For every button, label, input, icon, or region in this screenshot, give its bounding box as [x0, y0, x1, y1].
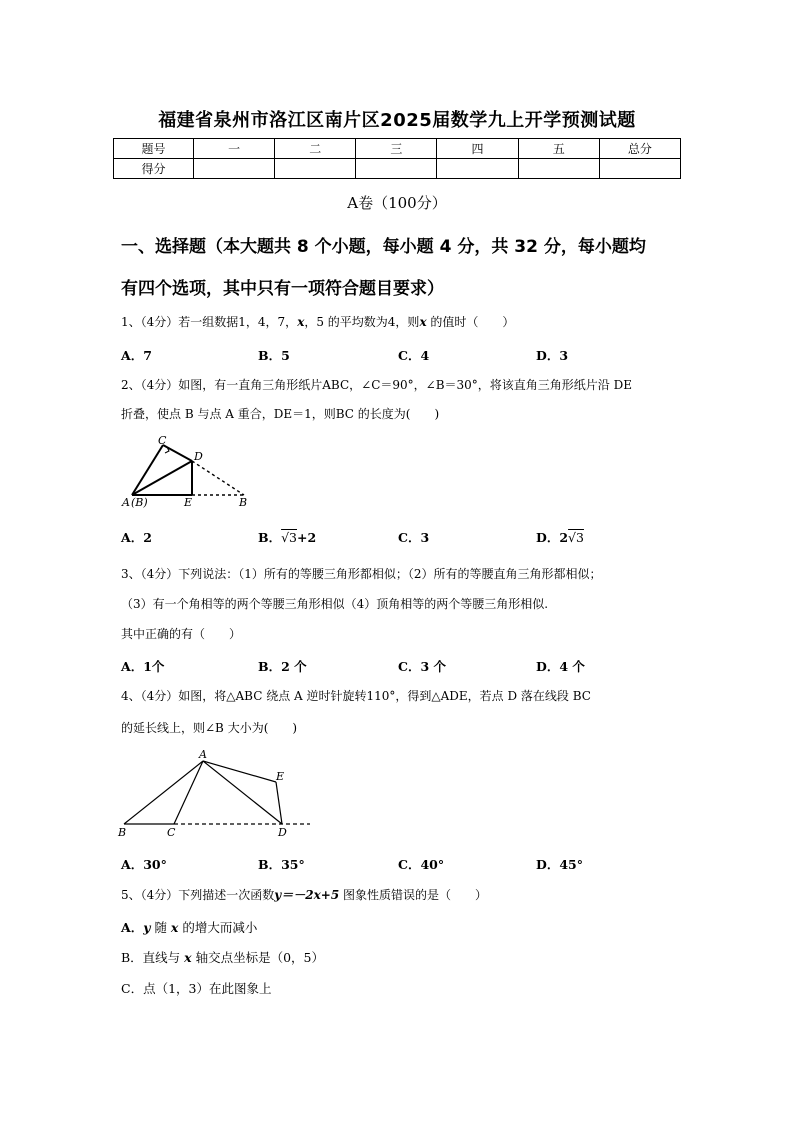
q5-text: 5、（4分）下列描述一次函数: [121, 888, 275, 902]
q4-label-d: D: [278, 826, 287, 839]
score-input-cell[interactable]: [275, 159, 356, 179]
score-cell: 总分: [599, 139, 680, 159]
section-heading-line2: 有四个选项，其中只有一项符合题目要求）: [121, 279, 444, 299]
q3-option-c[interactable]: C．3 个: [398, 659, 446, 674]
score-cell: 五: [518, 139, 599, 159]
q2-edge-db-dashed: [192, 461, 244, 495]
q4-edge-ae: [203, 761, 276, 782]
q3-option-b[interactable]: B．2 个: [258, 659, 307, 674]
q2-label-a: A: [122, 496, 130, 509]
q1-option-d[interactable]: D．3: [536, 348, 569, 363]
score-cell: 得分: [114, 159, 194, 179]
question-3-line1: 3、（4分）下列说法：（1）所有的等腰三角形都相似；（2）所有的等腰直角三角形都相似；: [121, 567, 602, 581]
section-heading-line1: 一、选择题（本大题共 8 个小题，每小题 4 分，共 32 分，每小题均: [121, 237, 646, 257]
q2-sqrt3: √3: [568, 530, 584, 545]
q2-label-e: E: [184, 496, 193, 509]
q1-var: x: [297, 315, 305, 329]
score-cell: 二: [275, 139, 356, 159]
question-2-line1: 2、（4分）如图，有一直角三角形纸片ABC，∠C＝90°，∠B＝30°，将该直角三角形纸片沿 DE: [121, 378, 633, 392]
q5-option-b[interactable]: [121, 948, 324, 966]
q1-option-c[interactable]: C．4: [398, 348, 430, 363]
q5-text: 的增大而减小: [178, 920, 258, 935]
q2-option-a[interactable]: A．2: [121, 530, 152, 545]
score-input-cell[interactable]: [437, 159, 518, 179]
q4-option-c[interactable]: C．40°: [398, 857, 445, 872]
q4-label-c: C: [167, 826, 176, 839]
q1-option-a[interactable]: A．7: [121, 348, 152, 363]
q1-text: 的值时（ ）: [426, 315, 515, 329]
q2-triangle-figure: [118, 434, 258, 514]
q1-var: x: [419, 315, 427, 329]
q4-label-b: B: [118, 826, 127, 839]
q3-option-d[interactable]: D．4 个: [536, 659, 585, 674]
q2-option-b[interactable]: [258, 528, 316, 546]
q2-sqrt3: √3: [281, 530, 297, 545]
q2-option-b-plus: +2: [297, 530, 317, 545]
section-a-title: A卷（100分）: [347, 194, 447, 212]
score-table: [113, 138, 681, 179]
q2-label-b: B: [239, 496, 248, 509]
score-input-cell[interactable]: [599, 159, 680, 179]
question-3-line2: （3）有一个角相等的两个等腰三角形相似（4）顶角相等的两个等腰三角形相似.: [121, 597, 549, 611]
q2-edge-ac: [132, 445, 163, 495]
q2-label-d: D: [194, 450, 203, 463]
q4-label-a: A: [199, 748, 207, 761]
q5-var: y: [143, 920, 151, 935]
question-1: [121, 314, 696, 330]
q2-label-b-paren: (B): [131, 496, 148, 509]
q4-option-d[interactable]: D．45°: [536, 857, 583, 872]
q2-option-d[interactable]: [536, 528, 584, 546]
q2-edge-ad: [132, 461, 192, 495]
q4-edge-ab: [124, 761, 203, 824]
score-cell: 一: [194, 139, 275, 159]
q4-option-a[interactable]: A．30°: [121, 857, 167, 872]
q1-text: 1、（4分）若一组数据1，4，7，: [121, 315, 298, 329]
q1-option-b[interactable]: B．5: [258, 348, 290, 363]
q5-option-c[interactable]: C．点（1，3）在此图象上: [121, 981, 272, 996]
q3-option-a[interactable]: A．1个: [121, 659, 165, 674]
q5-text: 轴交点坐标是（0，5）: [191, 950, 325, 965]
question-4-line2: 的延长线上，则∠B 大小为( ): [121, 721, 298, 735]
q2-option-b-label: B．: [258, 530, 282, 545]
q4-label-e: E: [276, 770, 285, 783]
score-cell: 四: [437, 139, 518, 159]
question-4-line1: 4、（4分）如图，将△ABC 绕点 A 逆时针旋转110°，得到△ADE，若点 D 落在线段 BC: [121, 689, 591, 703]
q4-option-b[interactable]: B．35°: [258, 857, 305, 872]
q4-edge-ac: [174, 761, 203, 824]
q2-option-d-label: D．2: [536, 530, 569, 545]
q1-text: ，5 的平均数为4，则: [304, 315, 420, 329]
q5-text: 图象性质错误的是（ ）: [339, 888, 487, 902]
q5-option-a-label: A．: [121, 920, 144, 935]
q5-var: x: [170, 920, 179, 935]
q2-label-c: C: [158, 434, 167, 447]
q5-option-a[interactable]: [121, 918, 257, 936]
q5-var: x: [184, 950, 192, 965]
question-2-line2: 折叠，使点 B 与点 A 重合，DE＝1，则BC 的长度为( ): [121, 407, 440, 421]
score-input-cell[interactable]: [356, 159, 437, 179]
q4-edge-ad: [203, 761, 285, 824]
page-title: 福建省泉州市洛江区南片区2025届数学九上开学预测试题: [158, 110, 636, 131]
score-table-header-row: [114, 139, 681, 159]
q5-function: y＝－2x+5: [274, 888, 340, 902]
q4-edge-ed: [276, 782, 282, 824]
q4-rotation-figure: [116, 745, 316, 840]
q5-text: 随: [150, 920, 171, 935]
score-cell: 三: [356, 139, 437, 159]
score-input-cell[interactable]: [194, 159, 275, 179]
score-cell: 题号: [114, 139, 194, 159]
question-3-line3: 其中正确的有（ ）: [121, 627, 242, 641]
question-5: [121, 887, 696, 903]
score-input-cell[interactable]: [518, 159, 599, 179]
q5-option-b-label: B．直线与: [121, 950, 185, 965]
q2-option-c[interactable]: C．3: [398, 530, 430, 545]
score-table-score-row: [114, 159, 681, 179]
